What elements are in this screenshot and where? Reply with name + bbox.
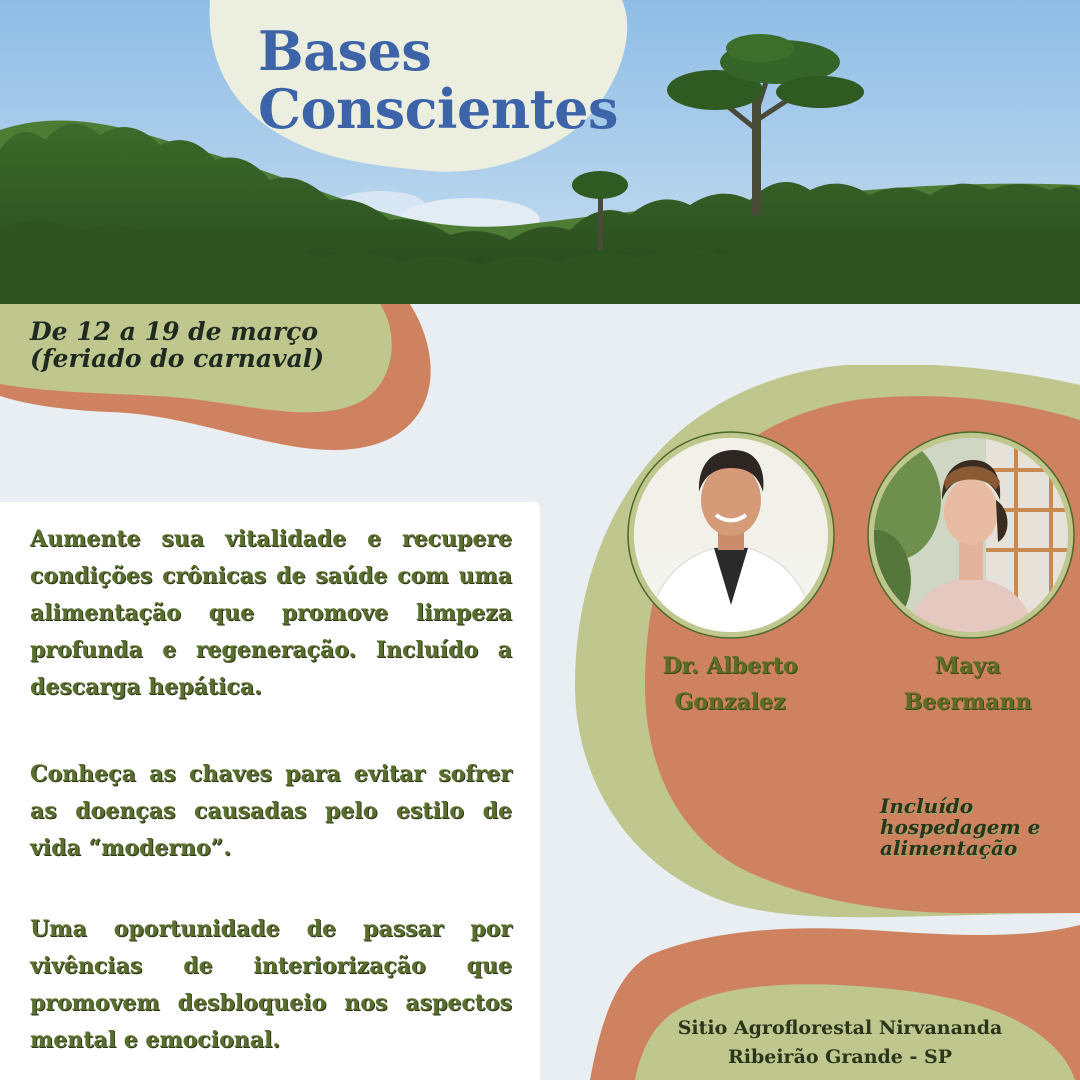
event-dates xyxy=(30,318,324,372)
included-line-2: hospedagem e xyxy=(880,815,1041,839)
dates-line-1: De 12 a 19 de março xyxy=(30,317,318,346)
description-paragraph-1: Aumente sua vitalidade e recupere condições crônicas de saúde com uma alimentação que promove limpeza profunda e regeneração. Incluído a descarga hepática. xyxy=(30,526,512,700)
title-line-1: Bases xyxy=(258,19,432,83)
description-paragraph-3: Uma oportunidade de passar por vivências de interiorização que promovem desbloqueio nos aspectos mental e emocional. xyxy=(30,916,512,1053)
included-line-3: alimentação xyxy=(880,836,1018,860)
speaker-photo-alberto xyxy=(626,430,836,640)
included-note xyxy=(880,796,1040,859)
venue-name: Sitio Agroflorestal Nirvananda xyxy=(677,1017,1003,1039)
speaker-2-second-line: Beermann xyxy=(903,689,1032,715)
title-line-2: Conscientes xyxy=(258,77,618,141)
page-title xyxy=(258,19,618,141)
speaker-2-first-line: Maya xyxy=(934,653,1001,679)
speaker-1-first-line: Dr. Alberto xyxy=(662,653,798,679)
included-line-1: Incluído xyxy=(880,794,974,818)
venue-city: Ribeirão Grande - SP xyxy=(727,1046,953,1068)
venue-location xyxy=(660,1014,1020,1072)
speaker-name-maya xyxy=(880,648,1055,720)
speaker-photo-maya xyxy=(866,430,1076,640)
dates-line-2: (feriado do carnaval) xyxy=(30,344,325,373)
description-paragraph-2: Conheça as chaves para evitar sofrer as doenças causadas pelo estilo de vida “moderno”. xyxy=(30,761,512,861)
speaker-name-alberto xyxy=(640,648,820,720)
speaker-1-second-line: Gonzalez xyxy=(674,689,786,715)
